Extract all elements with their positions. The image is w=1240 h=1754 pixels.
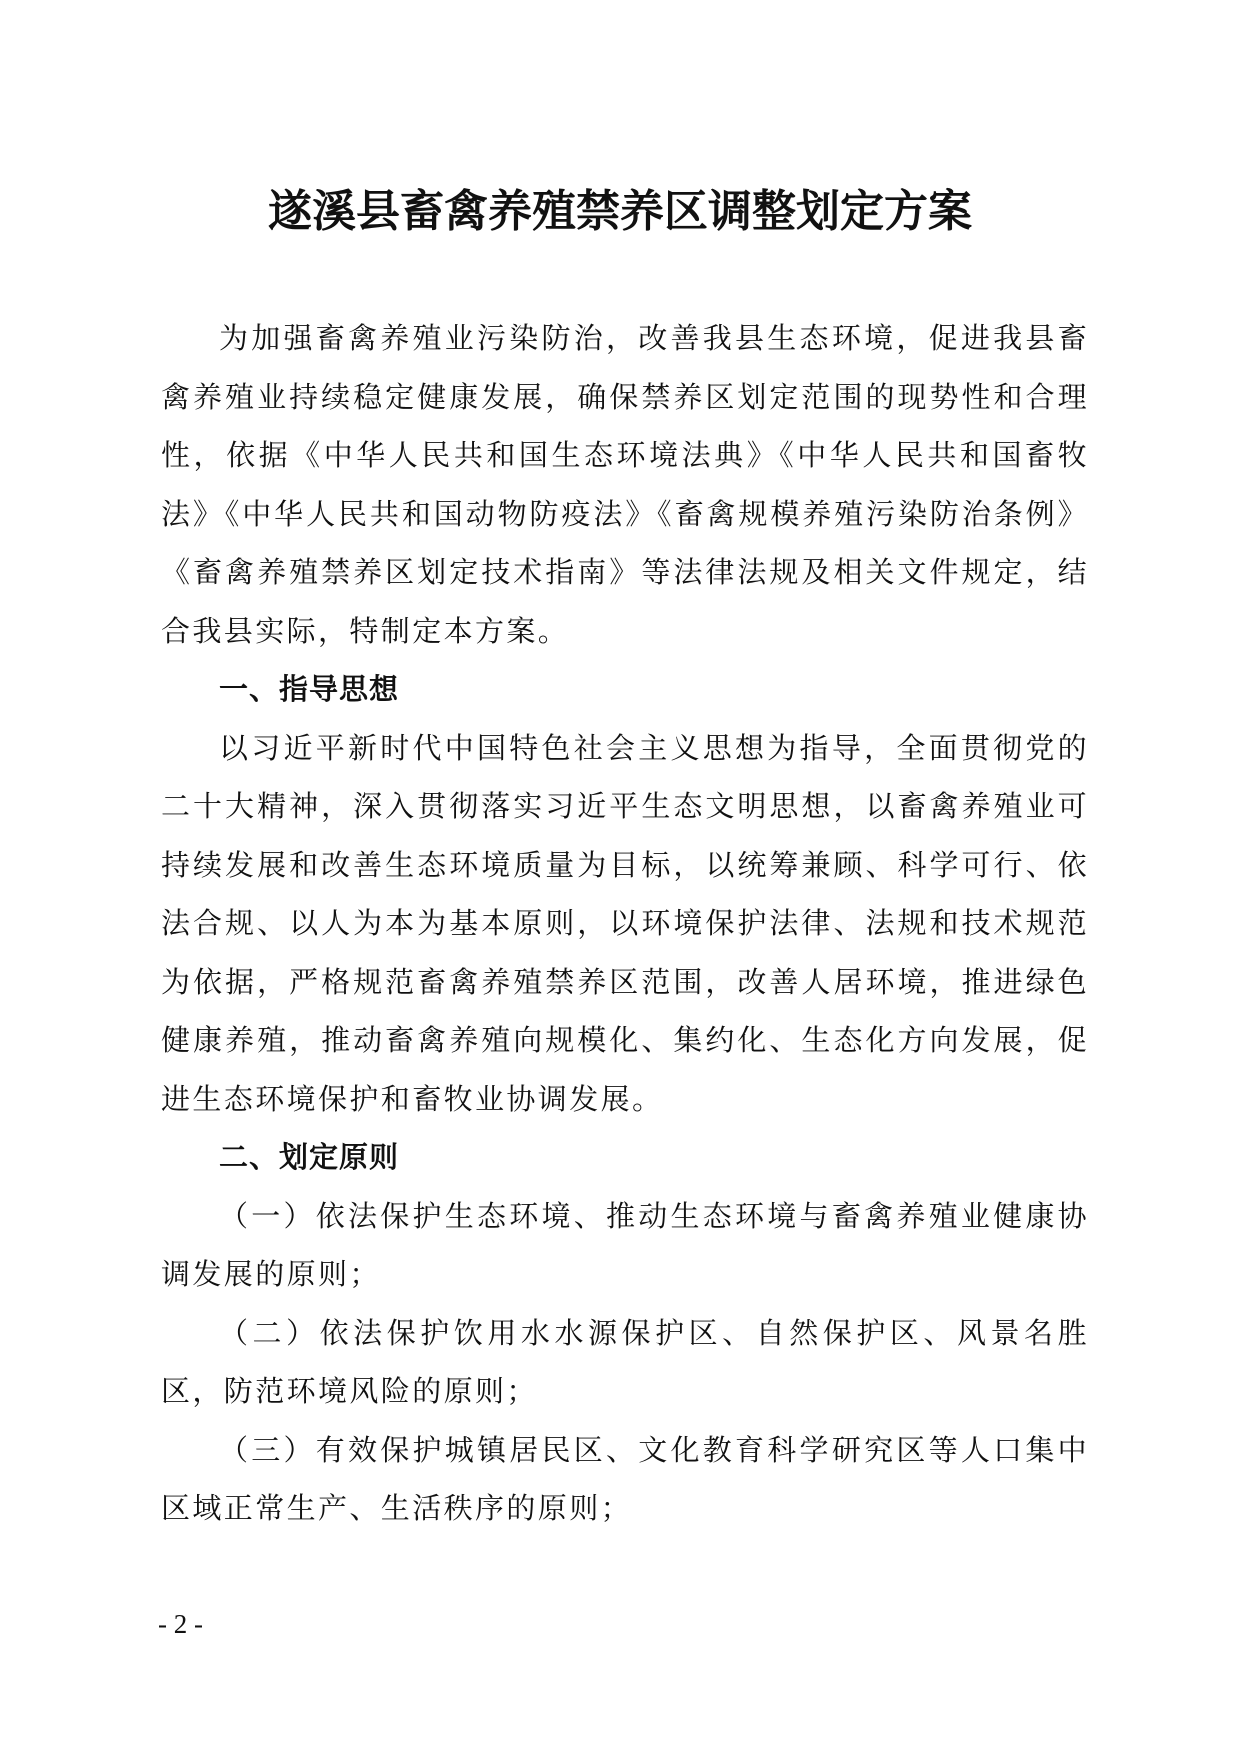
principle-item: （二）依法保护饮用水水源保护区、自然保护区、风景名胜区，防范环境风险的原则； [161,1315,1089,1408]
principle-item: （三）有效保护城镇居民区、文化教育科学研究区等人口集中区域正常生产、生活秩序的原则； [161,1432,1089,1525]
guiding-ideology-paragraph: 以习近平新时代中国特色社会主义思想为指导，全面贯彻党的二十大精神，深入贯彻落实习近平生态文明思想，以畜禽养殖业可持续发展和改善生态环境质量为目标，以统筹兼顾、科学可行、依法合规、以人为本为基本原则，以环境保护法律、法规和技术规范为依据，严格规范畜禽养殖禁养区范围，改善人居环境，推进绿色健康养殖，推动畜禽养殖向规模化、集约化、生态化方向发展，促进生态环境保护和畜牧业协调发展。 [161,730,1089,1116]
document-title: 遂溪县畜禽养殖禁养区调整划定方案 [268,186,972,237]
section-heading-guiding-ideology: 一、指导思想 [219,672,400,706]
intro-paragraph: 为加强畜禽养殖业污染防治，改善我县生态环境，促进我县畜禽养殖业持续稳定健康发展，确保禁养区划定范围的现势性和合理性，依据《中华人民共和国生态环境法典》《中华人民共和国畜牧法》《中华人民共和国动物防疫法》《畜禽规模养殖污染防治条例》《畜禽养殖禁养区划定技术指南》等法律法规及相关文件规定，结合我县实际，特制定本方案。 [161,321,1089,648]
document-body [161,309,1089,1538]
principle-item: （一）依法保护生态环境、推动生态环境与畜禽养殖业健康协调发展的原则； [161,1198,1089,1291]
section-heading-principles: 二、划定原则 [219,1140,400,1174]
page-number: - 2 - [158,1609,203,1639]
